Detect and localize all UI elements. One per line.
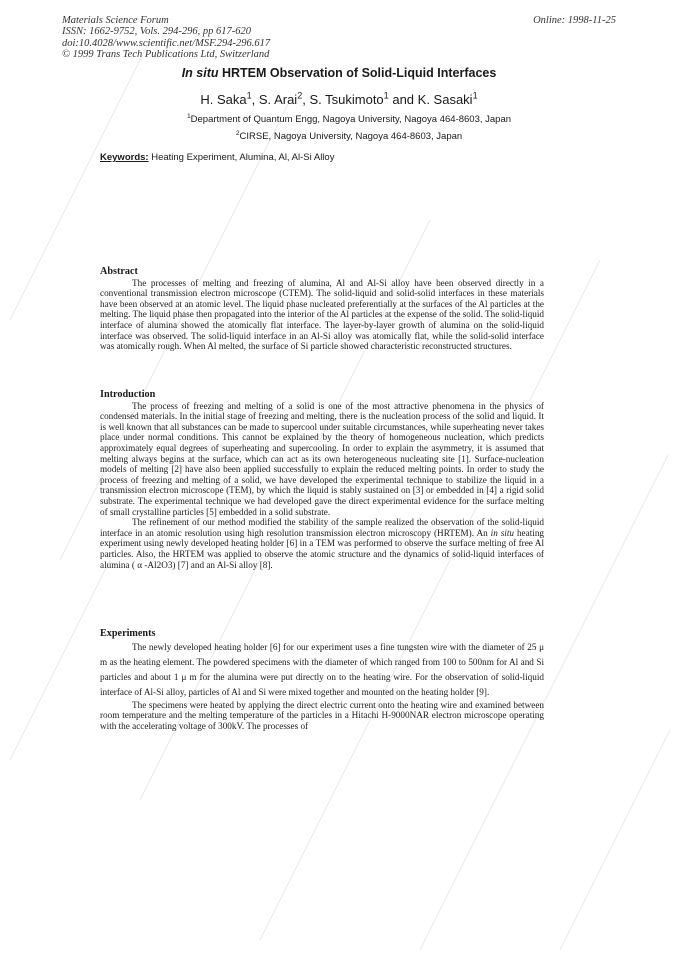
author-affiliation-mark: 1 [383, 90, 389, 101]
author-separator: , [302, 92, 310, 107]
experiments-section [100, 629, 544, 731]
paper-title [0, 66, 678, 80]
keywords-text: Heating Experiment, Alumina, Al, Al-Si Alloy [148, 152, 335, 163]
title-italic-part: In situ [181, 66, 219, 80]
affiliation-number: 2 [235, 129, 240, 137]
keywords-line [100, 152, 334, 163]
paragraph-italic-text: in situ [490, 527, 515, 538]
publication-info [62, 15, 270, 60]
affiliation-number: 1 [186, 112, 191, 120]
title-rest: HRTEM Observation of Solid-Liquid Interfaces [218, 66, 497, 80]
abstract-section [100, 267, 544, 352]
experiments-paragraph: The specimens were heated by applying the direct electric current onto the heating wire and examined between room temperature and the melting temperature of the particles in a Hitachi H-9000NAR electron microscope operating with the accelerating voltage of 300kV. The processes of [100, 699, 544, 731]
author-name: S. Tsukimoto [309, 92, 384, 107]
paragraph-text: The refinement of our method modified the stability of the sample realized the observation of the solid-liquid interface in an atomic resolution using high resolution transmission electron microscopy (HRTEM). An [100, 517, 544, 538]
paragraph-text: heating experiment using newly developed heating holder [6] in a TEM was performed to observe the surface melting of free Al particles. Also, the HRTEM was applied to observe the atomic structure and the dynamics of solid-liquid interfaces of alumina ( α -Al2O3) [7] and an Al-Si alloy [8]. [100, 527, 545, 570]
copyright-line: © 1999 Trans Tech Publications Ltd, Switzerland [62, 48, 270, 60]
introduction-heading: Introduction [100, 389, 156, 400]
affiliation-text: CIRSE, Nagoya University, Nagoya 464-8603, Japan [239, 131, 463, 142]
affiliation [10, 131, 678, 142]
affiliation-text: Department of Quantum Engg, Nagoya University, Nagoya 464-8603, Japan [190, 114, 512, 125]
abstract-heading: Abstract [100, 266, 138, 277]
issn-line: ISSN: 1662-9752, Vols. 294-296, pp 617-620 [62, 26, 251, 38]
journal-name: Materials Science Forum [62, 15, 169, 26]
author-list [0, 92, 678, 107]
abstract-text: The processes of melting and freezing of alumina, Al and Al-Si alloy have been observed directly in a conventional transmission electron microscope (CTEM). The solid-liquid and solid-solid interfaces in these materials have been observed at an atomic level. The liquid phase nucleated preferentially at the surfaces of the Al particles at the melting. The liquid phase then propagated into the interior of the Al particles at the expense of the solid. The solid-liquid interface of alumina showed the atomically flat interface. The layer-by-layer growth of alumina on the solid-liquid interface was observed. The solid-liquid interface in an Al-Si alloy was atomically flat, while the solid-solid interface was atomically rough. When Al melted, the surface of Si particle showed characteristic reconstructed structures. [100, 277, 544, 352]
author-affiliation-mark: 1 [472, 90, 478, 101]
keywords-label: Keywords: [100, 152, 149, 163]
introduction-paragraph: The process of freezing and melting of a solid is one of the most attractive phenomena in the physics of condensed materials. In the initial stage of freezing and melting, there is the nucleation process of the solid and liquid. It is well known that all substances can be made to supercool under suitable circumstances, while superheating never takes place under normal conditions. This cannot be explained by the theory of homogeneous nucleation, which predicts approximately equal degrees of superheating and supercooling. In order to explain the asymmetry, it is assumed that melting always begins at the surface, which can act as its own heterogeneous nucleating site [1]. Surface-nucleation models of melting [2] have also been applied successfully to explain the reduced melting points. In order to study the process of freezing and melting of a solid, we have developed the experimental technique to stabilize the liquid in a transmission electron microscope (TEM), by which the liquid is stably sustained on [3] or embedded in [4] a rigid solid substrate. The experimental technique we had developed gave the direct experimental evidence for the surface melting of small crystalline particles [5] embedded in a solid substrate. [100, 400, 544, 517]
online-date: Online: 1998-11-25 [533, 15, 616, 26]
affiliation [10, 114, 678, 125]
experiments-paragraph: The newly developed heating holder [6] for our experiment uses a fine tungsten wire with the diameter of 25 μ m as the heating element. The powdered specimens with the diameter of which ranged from 100 to 500nm for Al and Si particles and about 1 μ m for the alumina were put directly on to the heating wire. For the observation of solid-liquid interface of Al-Si alloy, particles of Al and Si were mixed together and mounted on the heating holder [9]. [100, 641, 544, 697]
author-separator: and [388, 92, 418, 107]
doi-line: doi:10.4028/www.scientific.net/MSF.294-296.617 [62, 37, 271, 49]
author-affiliation-mark: 1 [246, 90, 252, 101]
author-affiliation-mark: 2 [297, 90, 303, 101]
introduction-paragraph [100, 517, 544, 570]
author-name: K. Sasaki [417, 92, 473, 107]
author-name: S. Arai [258, 92, 298, 107]
experiments-heading: Experiments [100, 628, 156, 639]
author-separator: , [251, 92, 259, 107]
author-name: H. Saka [200, 92, 247, 107]
introduction-section [100, 390, 544, 570]
